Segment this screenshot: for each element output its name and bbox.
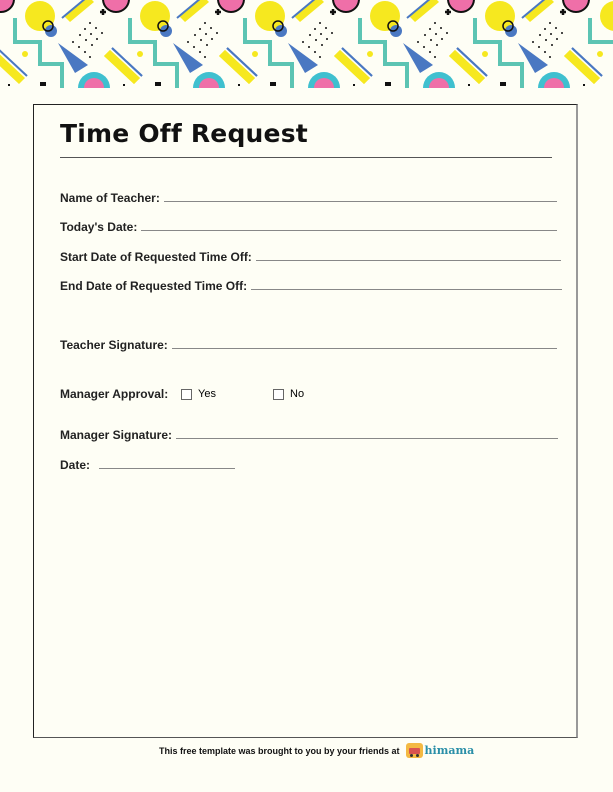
field-start-date[interactable] (60, 250, 561, 264)
field-label: Today's Date: (60, 220, 138, 234)
approval-no-checkbox[interactable] (273, 388, 304, 400)
approval-yes-checkbox[interactable] (181, 388, 216, 400)
field-label: Name of Teacher: (60, 191, 160, 205)
manager-signature-input[interactable] (176, 438, 558, 439)
form-page (33, 104, 578, 738)
end-date-input[interactable] (251, 289, 562, 290)
field-label: Date: (60, 458, 91, 472)
footer (159, 743, 474, 758)
checkbox-icon[interactable] (273, 389, 284, 400)
checkbox-label: Yes (198, 388, 216, 400)
himama-logo-icon (406, 743, 423, 758)
field-label: Teacher Signature: (60, 338, 168, 352)
field-teacher-signature[interactable] (60, 338, 557, 352)
field-label: Manager Signature: (60, 428, 173, 442)
field-end-date[interactable] (60, 279, 562, 293)
todays-date-input[interactable] (141, 230, 557, 231)
title-divider (60, 157, 552, 158)
checkbox-icon[interactable] (181, 389, 192, 400)
date-input[interactable] (99, 468, 235, 469)
decorative-banner (0, 0, 613, 88)
field-label: End Date of Requested Time Off: (60, 279, 248, 293)
checkbox-label: No (290, 388, 305, 400)
teacher-name-input[interactable] (164, 201, 557, 202)
teacher-signature-input[interactable] (172, 348, 557, 349)
manager-approval (60, 387, 168, 401)
brand-name[interactable]: himama (424, 744, 475, 757)
field-todays-date[interactable] (60, 220, 557, 234)
footer-text: This free template was brought to you by your friends at (159, 745, 400, 756)
field-manager-signature[interactable] (60, 428, 558, 442)
approval-label: Manager Approval: (60, 387, 169, 401)
form-title: Time Off Request (60, 119, 308, 148)
field-teacher-name[interactable] (60, 191, 557, 205)
field-date[interactable] (60, 458, 235, 472)
field-label: Start Date of Requested Time Off: (60, 250, 252, 264)
start-date-input[interactable] (256, 260, 561, 261)
